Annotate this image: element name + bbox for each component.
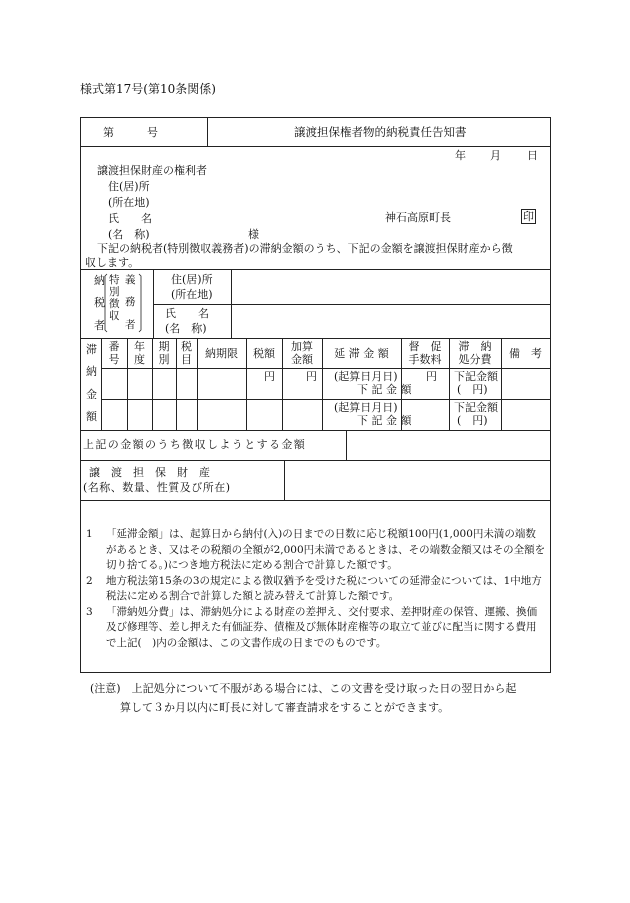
collect-amount-label: 上記の金額のうち徴収しようとする金額: [83, 438, 307, 451]
intro-text-line1: 下記の納税者(特別徴収義務者)の滞納金額のうち、下記の金額を譲渡担保財産から徴: [97, 242, 513, 255]
taxpayer-label-char: 税: [94, 296, 105, 309]
header-number: 号: [108, 353, 120, 366]
taxpayer-name-label: 氏 名: [165, 307, 209, 320]
property-description-label: (名称、数量、性質及び所在): [83, 481, 231, 494]
divider: [284, 460, 285, 500]
taxpayer-sublabel-char: 義: [125, 274, 136, 286]
intro-text-line2: 収します。: [85, 256, 140, 269]
late-fee-start-date: (起算日月日): [334, 370, 398, 383]
divider: [207, 118, 208, 146]
seal-mark: 印: [523, 210, 534, 223]
late-fee-start-date: (起算日月日): [334, 401, 398, 414]
header-period: 別: [158, 353, 170, 366]
header-tax-item: 目: [181, 353, 192, 366]
header-additional: 金額: [291, 353, 313, 366]
taxpayer-name-alt-label: (名 称): [165, 322, 207, 335]
divider: [153, 304, 550, 305]
caution-note: [90, 680, 550, 717]
delinquent-label-char: 滞: [86, 343, 97, 356]
recipient-address-alt-label: (所在地): [108, 196, 150, 209]
collection-fee-unit: 円: [426, 370, 437, 383]
form-number: 様式第17号(第10条関係): [80, 82, 216, 96]
disposition-fee-amount: ( 円): [457, 414, 488, 427]
disposition-fee-label: 下記金額: [454, 370, 498, 383]
taxpayer-sublabel-char: 徴: [109, 298, 120, 310]
divider: [101, 368, 550, 369]
divider: [101, 399, 550, 400]
property-label: 譲 渡 担 保 財 産: [89, 466, 210, 479]
recipient-address-label: 住(居)所: [108, 180, 150, 193]
header-remarks: 備 考: [509, 347, 542, 360]
divider: [81, 460, 550, 461]
date-month: 月: [490, 149, 501, 162]
divider: [346, 430, 347, 460]
recipient-honorific: 様: [248, 228, 259, 241]
additional-amount-unit: 円: [306, 370, 317, 383]
delinquent-label-char: 納: [86, 365, 97, 378]
date-year: 年: [455, 149, 466, 162]
note-item: 2 地方税法第15条の3の規定による徴収猶予を受けた税についての延滞金については、1中地方税法に定める割合で計算した額と読み替えて計算した額です。: [86, 574, 542, 603]
delinquent-label-char: 金: [86, 388, 97, 401]
bracket-icon: [103, 272, 143, 334]
note-item: 3 「滞納処分費」は、滞納処分による財産の差押え、交付要求、差押財産の保管、運搬、換価及び修理等、差し押えた有価証券、債権及び無体財産権等の取立て並びに配当に関する費用で上記( )内の金額は、この文書作成の日までのものです。: [86, 605, 538, 649]
taxpayer-sublabel-char: 収: [109, 310, 120, 322]
header-disposition-fee: 滞 納: [458, 340, 492, 353]
issuer-name: 神石高原町長: [385, 211, 451, 224]
divider: [81, 500, 550, 501]
disposition-fee-amount: ( 円): [457, 383, 488, 396]
divider: [153, 269, 154, 338]
recipient-name-alt-label: (名 称): [108, 228, 150, 241]
taxpayer-label-char: 者: [94, 319, 105, 332]
header-late-fee: 延 滞 金 額: [334, 347, 389, 360]
taxpayer-address-label: 住(居)所: [171, 273, 213, 286]
caution-line2: 算して３か月以内に町長に対して審査請求をすることができます。: [120, 700, 450, 714]
note-item: 1 「延滞金額」は、起算日から納付(入)の日までの日数に応じ税額100円(1,000円未満の端数があるとき、又はその税額の全額が2,000円未満であるときは、その端数金額又はその全額を切り捨てる。)につき地方税法に定める割合で計算した額です。: [86, 528, 546, 572]
taxpayer-sublabel-char: 特: [109, 274, 120, 286]
divider: [231, 269, 232, 338]
document-title: 譲渡担保権者物的納税責任告知書: [294, 125, 467, 139]
header-collection-fee: 督 促: [408, 340, 442, 353]
header-number: 番: [108, 340, 120, 353]
recipient-title: 譲渡担保財産の権利者: [97, 164, 207, 177]
recipient-name-label: 氏 名: [108, 212, 152, 225]
header-collection-fee: 手数料: [408, 353, 442, 366]
header-year: 年: [134, 340, 145, 353]
header-year: 度: [134, 353, 145, 366]
document-number-label: 第 号: [103, 126, 158, 139]
disposition-fee-label: 下記金額: [454, 401, 498, 414]
late-fee-amount-label: 下 記 金 額: [357, 414, 412, 427]
header-period: 期: [158, 340, 170, 353]
taxpayer-label-char: 納: [94, 274, 105, 287]
delinquent-label-char: 額: [86, 410, 97, 423]
date-day: 日: [527, 149, 538, 162]
taxpayer-sublabel-char: 務: [125, 296, 136, 308]
header-tax-amount: 税額: [253, 347, 275, 360]
taxpayer-sublabel-char: 別: [109, 286, 120, 298]
taxpayer-sublabel-char: 者: [125, 319, 136, 331]
header-due-date: 納期限: [205, 347, 238, 360]
late-fee-amount-label: 下 記 金 額: [357, 383, 412, 396]
divider: [81, 430, 550, 431]
tax-amount-unit: 円: [264, 370, 275, 383]
header-disposition-fee: 処分費: [458, 353, 492, 366]
divider: [81, 269, 550, 270]
caution-line1: (注意) 上記処分について不服がある場合には、この文書を受け取った日の翌日から起: [90, 682, 517, 695]
header-additional: 加算: [291, 340, 313, 353]
divider: [81, 146, 550, 147]
header-tax-item: 税: [181, 340, 192, 353]
notes: [86, 527, 546, 651]
taxpayer-address-alt-label: (所在地): [171, 288, 213, 301]
